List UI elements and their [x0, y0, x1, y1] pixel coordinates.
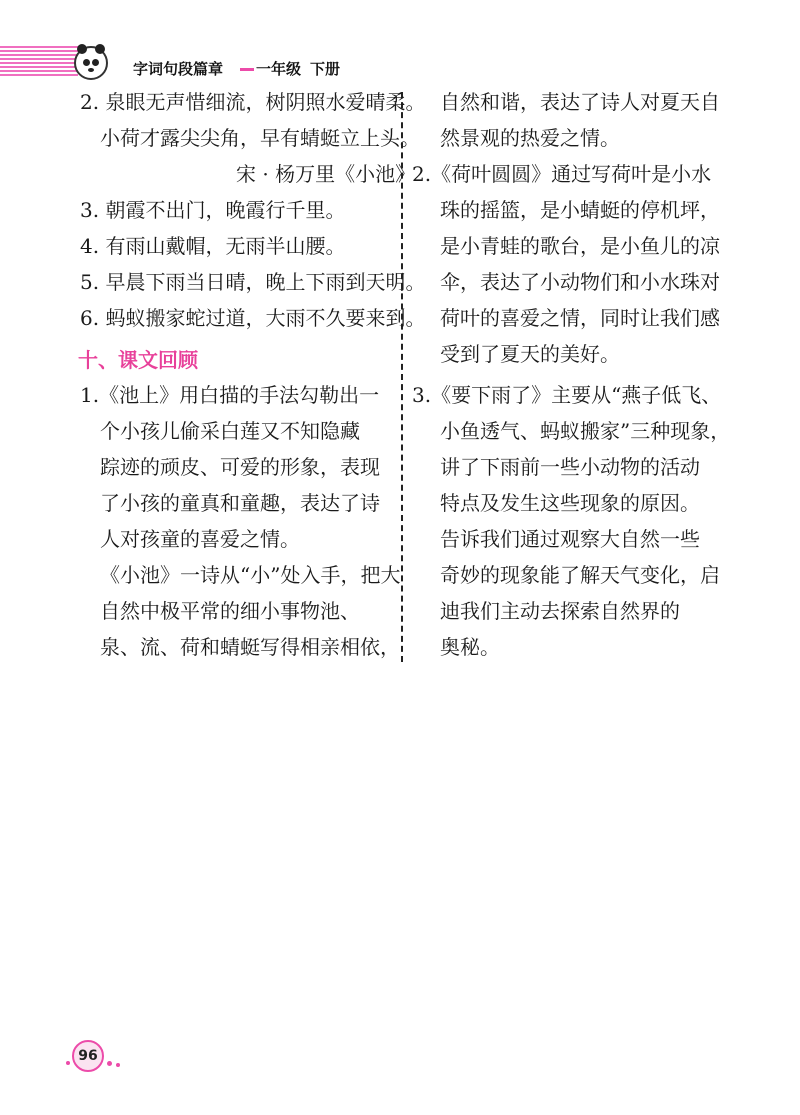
review-line: 小鱼透气、蚂蚁搬家”三种现象， [440, 419, 731, 443]
review-line: 人对孩童的喜爱之情。 [100, 527, 300, 551]
poem-source: 宋 · 杨万里《小池》 [236, 162, 416, 186]
volume-label: 下册 [310, 60, 341, 78]
review-line: 泉、流、荷和蜻蜓写得相亲相依， [100, 635, 400, 659]
proverb-item: 3. 朝霞不出门，晚霞行千里。 [80, 198, 346, 222]
section-heading: 十、课文回顾 [78, 348, 198, 372]
review-line: 个小孩儿偷采白莲又不知隐藏 [100, 419, 360, 443]
review-line: 告诉我们通过观察大自然一些 [440, 527, 700, 551]
grade-label: 一年级 [256, 60, 302, 78]
review-line: 1.《池上》用白描的手法勾勒出一 [80, 383, 380, 407]
review-line: 伞，表达了小动物们和小水珠对 [440, 270, 720, 294]
review-line: 特点及发生这些现象的原因。 [440, 491, 700, 515]
poem-line: 小荷才露尖尖角，早有蜻蜓立上头。 [100, 126, 420, 150]
mascot-icon [74, 46, 108, 80]
review-line: 踪迹的顽皮、可爱的形象，表现 [100, 455, 380, 479]
page-number: 96 [72, 1040, 104, 1072]
decor-dot [116, 1063, 120, 1067]
poem-line: 2. 泉眼无声惜细流，树阴照水爱晴柔。 [80, 90, 426, 114]
review-line: 自然和谐，表达了诗人对夏天自 [440, 90, 720, 114]
review-line: 奥秘。 [440, 635, 500, 659]
review-line: 迪我们主动去探索自然界的 [440, 599, 680, 623]
review-line: 自然中极平常的细小事物池、 [100, 599, 360, 623]
review-line: 2.《荷叶圆圆》通过写荷叶是小水 [412, 162, 712, 186]
decor-dot [66, 1061, 70, 1065]
book-title: 字词句段篇章 [133, 60, 224, 78]
review-line: 《小池》一诗从“小”处入手，把大 [100, 563, 401, 587]
review-line: 是小青蛙的歌台，是小鱼儿的凉 [440, 234, 720, 258]
review-line: 受到了夏天的美好。 [440, 342, 620, 366]
review-line: 了小孩的童真和童趣，表达了诗 [100, 491, 380, 515]
review-line: 珠的摇篮，是小蜻蜓的停机坪， [440, 198, 720, 222]
review-line: 荷叶的喜爱之情，同时让我们感 [440, 306, 720, 330]
grade-accent-dash [240, 68, 254, 71]
review-line: 奇妙的现象能了解天气变化，启 [440, 563, 720, 587]
review-line: 然景观的热爱之情。 [440, 126, 620, 150]
proverb-item: 4. 有雨山戴帽，无雨半山腰。 [80, 234, 346, 258]
proverb-item: 6. 蚂蚁搬家蛇过道，大雨不久要来到。 [80, 306, 426, 330]
header-stripes [0, 46, 78, 80]
review-line: 讲了下雨前一些小动物的活动 [440, 455, 700, 479]
decor-dot [107, 1061, 112, 1066]
review-line: 3.《要下雨了》主要从“燕子低飞、 [412, 383, 722, 407]
proverb-item: 5. 早晨下雨当日晴，晚上下雨到天明。 [80, 270, 426, 294]
